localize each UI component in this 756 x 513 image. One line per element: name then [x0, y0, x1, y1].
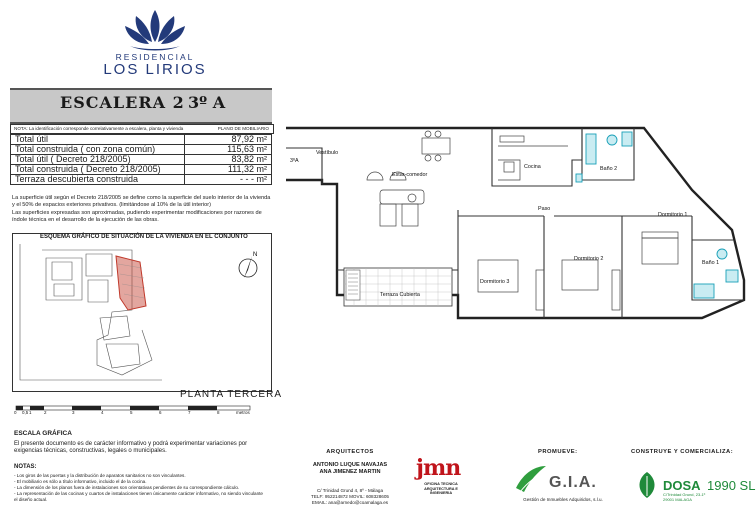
- approx-note: Las superficies expresadas son aproximadas, pudiendo experimentar modificaciones por razones de índole técnica en el desarrollo de la ejecución de las obras.: [12, 210, 262, 223]
- room-vestibulo: Vestíbulo: [316, 150, 339, 156]
- builder-city: 29001 MALAGA: [663, 497, 692, 502]
- note-text: NOTA: La identificación corresponde correlativamente a escalera, planta y vivienda: [14, 126, 184, 131]
- scheme-title: ESQUEMA GRÁFICO DE SITUACIÓN DE LA VIVIENDA EN EL CONJUNTO: [40, 234, 248, 240]
- surface-label: Total construida ( con zona común): [11, 145, 185, 155]
- room-dorm2: Dormitorio 2: [574, 256, 604, 262]
- stair-label: ESCALERA 2: [60, 93, 185, 112]
- table-row: [11, 175, 272, 185]
- builder-street: C/Trinidad Grund, 23-1º: [663, 492, 706, 497]
- surface-label: Terraza descubierta construida: [11, 175, 185, 185]
- room-dorm1: Dormitorio 1: [658, 212, 688, 218]
- surface-value: 111,32 m²: [185, 165, 272, 175]
- tick-label: 0,5: [22, 410, 29, 415]
- note-item: - La dimensión de los planos fuera de instalaciones son orientativas pendientes de su correspondiente cálculo.: [14, 485, 240, 490]
- promoter-name: G.I.A.: [549, 474, 597, 491]
- gia-leaf-icon: [514, 462, 548, 494]
- architect-name: ANTONIO LUQUE NAVAJAS: [312, 462, 388, 468]
- room-bano1: Baño 1: [702, 260, 720, 266]
- architects-email: EMAIL: ana@arnedo@coamalaga.es: [311, 500, 389, 505]
- tick-label: 7: [188, 410, 191, 415]
- tick-label: 1: [29, 410, 32, 415]
- jmn-logo: jmn: [416, 455, 461, 481]
- builder-name: DOSA: [663, 478, 701, 493]
- table-row: [11, 155, 272, 165]
- dosa-leaf-icon: [632, 470, 662, 500]
- notes-list: [14, 473, 264, 503]
- room-estar: Estar-comedor: [392, 172, 428, 178]
- table-row: [11, 135, 272, 145]
- svg-text:N: N: [253, 252, 258, 258]
- surface-value: 115,63 m²: [185, 145, 272, 155]
- note-item: - La representación de las cocinas y cuartos de instalaciones tienen únicamente carácter informativo, no siendo vinculante el diseño actual.: [14, 491, 263, 502]
- legal-disclaimer: El presente documento es de carácter informativo y podrá experimentar variaciones por exigencias técnicas, constructivas, legales o municipales.: [14, 441, 248, 454]
- note-item: - El mobiliario es sólo a título informativo, incluido el de la cocina.: [14, 479, 147, 484]
- builder-header: CONSTRUYE Y COMERCIALIZA:: [631, 449, 734, 455]
- decree-note: La superficie útil según el Decreto 218/2005 se define como la superficie del suelo interior de la vivienda y el 50% de espacios exteriores privativos. (limitándose al 10% de la útil interior): [12, 195, 271, 208]
- surface-value: - - - m²: [185, 175, 272, 185]
- jmn-subtitle: OFICINA TECNICA ARQUITECTURA E INGENIERIA: [424, 482, 458, 495]
- tick-label: 4: [101, 410, 104, 415]
- surface-label: Total útil: [11, 135, 185, 145]
- tick-label: 8: [217, 410, 220, 415]
- brand-title: LOS LIRIOS: [103, 61, 207, 78]
- room-paso: Paso: [538, 206, 551, 212]
- surface-label: Total construida ( Decreto 218/2005): [11, 165, 185, 175]
- architects-header: ARQUITECTOS: [326, 449, 374, 455]
- surface-value: 83,82 m²: [185, 155, 272, 165]
- tick-label: 5: [130, 410, 133, 415]
- architects-phone: TELF: 952214872 MOVIL: 608328605: [311, 494, 389, 499]
- tick-label: 3: [72, 410, 75, 415]
- builder-address: [663, 492, 705, 502]
- north-arrow-icon: [239, 252, 257, 278]
- floor-label: PLANTA TERCERA: [180, 389, 282, 400]
- architects-names: [290, 462, 410, 476]
- surface-label: Total útil ( Decreto 218/2005): [11, 155, 185, 165]
- room-bano2: Baño 2: [600, 166, 618, 172]
- surface-table: [10, 134, 272, 185]
- architects-address: C/ Trinidad Grund 4, 8º - Málaga: [316, 488, 384, 493]
- surface-value: 87,92 m²: [185, 135, 272, 145]
- architects-contact: [290, 488, 410, 506]
- room-terraza: Terraza Cubierta: [380, 292, 420, 298]
- tick-label: 0: [14, 410, 17, 415]
- scale-unit: metros: [236, 410, 250, 415]
- brand-subtitle: RESIDENCIAL: [115, 52, 195, 62]
- architect-name: ANA JIMENEZ MARTIN: [319, 469, 381, 475]
- scale-title: ESCALA GRÁFICA: [14, 430, 72, 437]
- site-sketch: [12, 240, 270, 390]
- tick-label: 6: [159, 410, 162, 415]
- scale-ticks: [14, 410, 270, 418]
- tick-label: 2: [44, 410, 47, 415]
- table-row: [11, 165, 272, 175]
- table-row: [11, 145, 272, 155]
- plan-type: PLANO DE MOBILIARIO: [217, 126, 269, 131]
- promoter-sub: Gestión de Inmuebles Adquiridos, s.l.u.: [523, 497, 603, 502]
- floor-plan: [282, 120, 752, 330]
- notes-title: NOTAS:: [14, 464, 37, 470]
- promoter-header: PROMUEVE:: [538, 449, 578, 455]
- note-strip: [10, 124, 274, 134]
- builder-year: 1990 SL: [707, 478, 756, 493]
- room-stair: 3ºA: [290, 158, 299, 164]
- note-item: - Los giros de las puertas y la distribución de aparatos sanitarios no son vinculantes.: [14, 473, 186, 478]
- unit-label: 3º A: [188, 93, 226, 112]
- room-dorm3: Dormitorio 3: [480, 279, 510, 285]
- room-cocina: Cocina: [524, 164, 541, 170]
